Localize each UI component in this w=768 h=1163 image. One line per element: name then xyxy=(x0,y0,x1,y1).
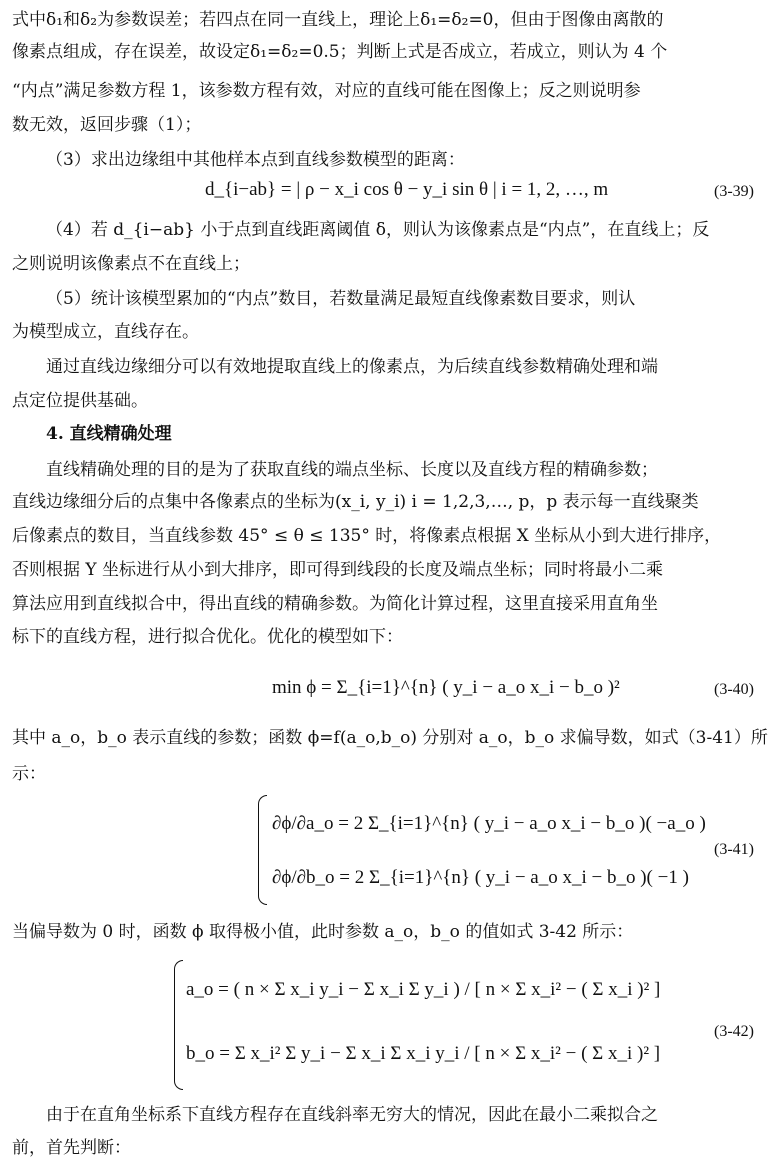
text-line: 像素点组成，存在误差，故设定δ₁=δ₂=0.5；判断上式是否成立，若成立，则认为 4 个 xyxy=(12,42,668,62)
text-line: 当偏导数为 0 时，函数 ϕ 取得极小值，此时参数 a_o，b_o 的值如式 3-42 所示： xyxy=(12,922,634,942)
step-5-text: （5）统计该模型累加的“内点”数目，若数量满足最短直线像素数目要求，则认 xyxy=(46,289,636,309)
text-line: 直线精确处理的目的是为了获取直线的端点坐标、长度以及直线方程的精确参数； xyxy=(46,460,658,480)
text-line: “内点”满足参数方程 1，该参数方程有效，对应的直线可能在图像上；反之则说明参 xyxy=(12,81,641,101)
text-line: 标下的直线方程，进行拟合优化。优化的模型如下： xyxy=(12,627,403,647)
equation-3-40: min ϕ = Σ_{i=1}^{n} ( y_i − a_o x_i − b_o )² xyxy=(272,677,620,698)
equation-number-3-41: (3-41) xyxy=(714,841,754,858)
step-4-text: （4）若 d_{i−ab} 小于点到直线距离阈值 δ，则认为该像素点是“内点”，在直线上；反 xyxy=(46,220,710,240)
text-line: 直线边缘细分后的点集中各像素点的坐标为(x_i, y_i) i = 1,2,3,…, p，p 表示每一直线聚类 xyxy=(12,492,699,512)
equation-3-42-b: b_o = Σ x_i² Σ y_i − Σ x_i Σ x_i y_i / [ n × Σ x_i² − ( Σ x_i )² ] xyxy=(186,1043,661,1064)
equation-number-3-39: (3-39) xyxy=(714,183,754,200)
text-line: 算法应用到直线拟合中，得出直线的精确参数。为简化计算过程，这里直接采用直角坐 xyxy=(12,594,658,614)
text-line: 点定位提供基础。 xyxy=(12,391,148,411)
text-line: 否则根据 Y 坐标进行从小到大排序，即可得到线段的长度及端点坐标；同时将最小二乘 xyxy=(12,560,664,580)
equation-3-41-a: ∂ϕ/∂a_o = 2 Σ_{i=1}^{n} ( y_i − a_o x_i − b_o )( −a_o ) xyxy=(272,813,706,834)
equation-3-39: d_{i−ab} = | ρ − x_i cos θ − y_i sin θ | i = 1, 2, …, m xyxy=(205,179,609,200)
section-heading: 4. 直线精确处理 xyxy=(46,424,172,444)
text-line: 示： xyxy=(12,764,46,784)
text-line: 通过直线边缘细分可以有效地提取直线上的像素点，为后续直线参数精确处理和端 xyxy=(46,357,658,377)
step-3-text: （3）求出边缘组中其他样本点到直线参数模型的距离： xyxy=(46,150,465,170)
equation-number-3-40: (3-40) xyxy=(714,681,754,698)
text-line: 数无效，返回步骤（1）； xyxy=(12,115,202,135)
left-brace xyxy=(174,960,183,1090)
text-line: 式中δ₁和δ₂为参数误差；若四点在同一直线上，理论上δ₁=δ₂=0，但由于图像由离散的 xyxy=(12,10,664,30)
text-line: 前，首先判断： xyxy=(12,1138,131,1158)
text-line: 后像素点的数目，当直线参数 45° ≤ θ ≤ 135° 时，将像素点根据 X 坐标从小到大进行排序， xyxy=(12,526,722,546)
text-line: 其中 a_o，b_o 表示直线的参数；函数 ϕ=f(a_o,b_o) 分别对 a_o，b_o 求偏导数，如式（3-41）所 xyxy=(12,728,768,748)
equation-3-41-b: ∂ϕ/∂b_o = 2 Σ_{i=1}^{n} ( y_i − a_o x_i − b_o )( −1 ) xyxy=(272,867,689,888)
left-brace xyxy=(258,795,267,905)
text-line: 为模型成立，直线存在。 xyxy=(12,322,199,342)
equation-3-42-a: a_o = ( n × Σ x_i y_i − Σ x_i Σ y_i ) / [ n × Σ x_i² − ( Σ x_i )² ] xyxy=(186,979,661,1000)
text-line: 之则说明该像素点不在直线上； xyxy=(12,254,250,274)
equation-number-3-42: (3-42) xyxy=(714,1023,754,1040)
text-line: 由于在直角坐标系下直线方程存在直线斜率无穷大的情况，因此在最小二乘拟合之 xyxy=(46,1105,658,1125)
